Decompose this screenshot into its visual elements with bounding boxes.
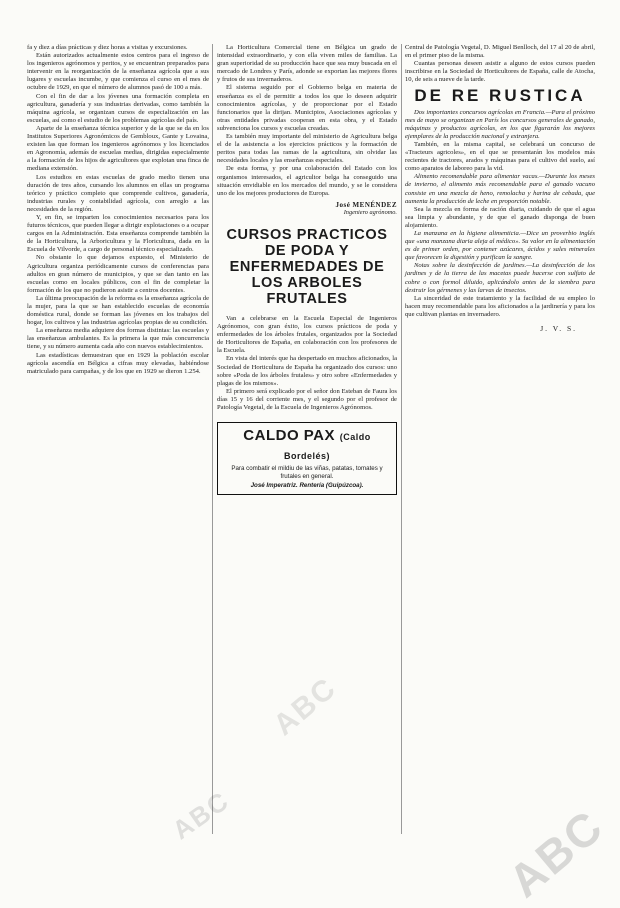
advertisement-box bbox=[217, 422, 397, 495]
article-initials: J. V. S. bbox=[540, 324, 577, 333]
paragraph: La manzana en la higiene alimenticia.—Dice un proverbio inglés que «una manzana diaria aleja al médico». Su valor en la alimentación es de primer orden, por contener azúcares, ácidos y sales minerales que favorecen la digestión y purifican la sangre. bbox=[405, 229, 595, 262]
abc-watermark: ABC bbox=[166, 784, 236, 846]
paragraph: Con el fin de dar a los jóvenes una formación completa en agricultura, ganadería y sus industrias derivadas, como también la máquina agrícola, se organizan cursos de especialización en las escuelas, así como el estudio de los problemas agrícolas del país. bbox=[27, 92, 209, 124]
author-name: José MENÉNDEZ bbox=[335, 200, 397, 209]
paragraph: Es también muy importante del ministerio de Agricultura belga el de la asistencia a los ejercicios prácticos y la formación de peritos para todas las ramas de la agricultura, sin olvidar las necesidades locales y las enseñanzas especiales. bbox=[217, 133, 397, 165]
ad-brand-sub: (Caldo Bordelés) bbox=[283, 432, 371, 462]
paragraph: La Horticultura Comercial tiene en Bélgica un grado de intensidad extraordinario, y con ella viven miles de familias. La gran superioridad de su producción hace que sea muy buscada en el mercado de Londres y París, adonde se exportan las mejores flores y frutos de sus invernaderos. bbox=[217, 44, 397, 84]
paragraph: El primero será explicado por el señor don Esteban de Faura los días 15 y 16 del corriente mes, y el segundo por el profesor de Patología Vegetal, de la Escuela de Ingenieros Agrónomos. bbox=[217, 387, 397, 411]
column-1 bbox=[27, 44, 209, 376]
article-headline: CURSOS PRACTICOS DE PODA Y ENFERMEDADES DE LOS ARBOLES FRUTALES bbox=[226, 226, 388, 307]
paragraph: En vista del interés que ha despertado en muchos aficionados, la Sociedad de Horticultura de España ha organizado dos cursos: uno sobre «Poda de los árboles frutales» y otro sobre «Enfermedades y plagas de los mismos». bbox=[217, 355, 397, 387]
paragraph: La enseñanza media adquiere dos formas distintas: las escuelas y las enseñanzas ambulantes. Es la primera la que más concurrencia tiene, y su número aumenta cada año con nuevos establecimientos. bbox=[27, 327, 209, 351]
column-2 bbox=[217, 44, 397, 495]
paragraph: Los estudios en estas escuelas de grado medio tienen una duración de tres años, cursando los alumnos en ellas un programa teórico y práctico completo que comprende cultivos, ganadería, industrias rurales y contabilidad agrícola, con arreglo a las necesidades de la región. bbox=[27, 173, 209, 213]
column-3 bbox=[405, 44, 595, 333]
paragraph: Cuantas personas deseen asistir a alguno de estos cursos pueden inscribirse en la Sociedad de Horticultores de España, calle de Atocha, 10, de seis a nueve de la tarde. bbox=[405, 60, 595, 84]
paragraph: Alimento recomendable para alimentar vacas.—Durante los meses de invierno, el alimento más recomendable para el ganado vacuno consiste en una mezcla de heno, remolacha y harina de cebada, que aumenta la producción de leche en proporción notable. bbox=[405, 173, 595, 205]
paragraph: Van a celebrarse en la Escuela Especial de Ingenieros Agrónomos, con gran éxito, los cursos prácticos de poda y enfermedades de los árboles frutales, organizados por la Sociedad de Horticultores de España, en colaboración con los profesores de la Escuela. bbox=[217, 314, 397, 355]
abc-watermark: ABC bbox=[498, 799, 614, 908]
paragraph: Están autorizados actualmente estos centros para el ingreso de los ingenieros agrónomos y peritos, y se encuentran preparados para intervenir en la reorganización de la enseñanza agrícola que a sus lugares y escuelas incumbe, y que comienza el curso en el mes de octubre de 1929, en que el número de alumnos pasó de 100 a más. bbox=[27, 52, 209, 92]
ad-text: Para combatir el mildiu de las viñas, patatas, tomates y frutales en general. bbox=[231, 465, 383, 480]
paragraph: No obstante lo que dejamos expuesto, el Ministerio de Agricultura organiza periódicamente cursos de conferencias para adultos en gran número de municipios, y que se dan tanto en las escuelas como en locales públicos, con el fin de completar la formación de los que no pudieron asistir a centros docentes. bbox=[27, 254, 209, 294]
paragraph: De esta forma, y por una colaboración del Estado con los organismos interesados, el agricultor belga ha conseguido una situación envidiable en los mercados del mundo, y se le considera uno de los mejores productores de Europa. bbox=[217, 165, 397, 197]
paragraph: Las estadísticas demuestran que en 1929 la población escolar agrícola ascendía en Bélgica a cifras muy elevadas, habiéndose matriculado para campañas, y de los que en 1929 se dieron 1.254. bbox=[27, 351, 209, 375]
paragraph: fa y diez a días prácticas y diez horas a visitas y excursiones. bbox=[27, 44, 188, 51]
section-title: DE RE RUSTICA bbox=[414, 86, 586, 106]
paragraph: La última preocupación de la reforma es la enseñanza agrícola de la mujer, para la que se han establecido escuelas de economía doméstica rural, donde se forman las jóvenes en los trabajos del hogar, los cultivos y las industrias agrícolas propias de su condición. bbox=[27, 294, 209, 327]
paragraph: La sinceridad de este tratamiento y la facilidad de su empleo lo hacen muy recomendable para los aficionados a la jardinería y para los que cultivan plantas en invernadero. bbox=[405, 294, 595, 318]
abc-watermark: ABC bbox=[267, 671, 343, 743]
paragraph: Aparte de la enseñanza técnica superior y de la que se da en los Institutos Superiores Agronómicos de Gembloux, Gante y Lovaina, existen las que forman los ingenieros agrónomos y los licenciados en Agronomía, además de escuelas medias, dirigidas especialmente a la formación de los hijos de agricultores que explotan una finca de mediana extensión. bbox=[27, 124, 209, 173]
paragraph: Dos importantes concursos agrícolas en Francia.—Para el próximo mes de mayo se organizan en París los concursos generales de ganado, máquinas y productos agrícolas, en los que figurarán los mejores ejemplares de la producción nacional y extranjera. bbox=[405, 108, 595, 140]
paragraph: Central de Patología Vegetal, D. Miguel Benlloch, del 17 al 20 de abril, en el primer piso de la misma. bbox=[405, 44, 595, 60]
ad-brand bbox=[223, 427, 391, 465]
article-signature bbox=[217, 201, 397, 217]
paragraph: Notas sobre la desinfección de jardines.—La desinfección de los jardines y de la tierra de las macetas puede hacerse con sulfato de cobre o con formol diluido, aplicándolo antes de la siembra para destruir los gérmenes y las larvas de insectos. bbox=[405, 262, 595, 294]
paragraph: Y, en fin, se imparten los conocimientos necesarios para los futuros técnicos, que pueden llegar a dirigir explotaciones o a ocupar cargos en la Administración. Esta enseñanza comprende también la de la Horticultura, la Arboricultura y la Floricultura, dada en la Escuela de Vilvorde, a cargo de personal técnico especializado. bbox=[27, 213, 209, 254]
column-divider bbox=[212, 44, 213, 834]
ad-brand-name: CALDO PAX bbox=[243, 427, 336, 445]
ad-maker: José Imperatriz. Rentería (Guipúzcoa). bbox=[250, 482, 364, 490]
author-role: Ingeniero agrónomo. bbox=[343, 208, 397, 216]
column-divider bbox=[401, 44, 402, 834]
paragraph: También, en la misma capital, se celebrará un concurso de «Tracteurs agricoles», en el que se presentarán los modelos más recientes de tractores, arados y máquinas para el cultivo del suelo, así como aparatos de laboreo para la vid. bbox=[405, 140, 595, 173]
paragraph: Sea la mezcla en forma de ración diaria, cuidando de que el agua sea limpia y abundante, y de que el ganado disponga de buen alojamiento. bbox=[405, 205, 595, 229]
paragraph: El sistema seguido por el Gobierno belga en materia de enseñanza es el de permitir a todos los que lo deseen adquirir conocimientos agrícolas, y de proporcionar por el Estado funcionarios que la dirijan. Municipios, Asociaciones agrícolas y otras entidades privadas cooperan en esta obra, y el Estado subvenciona los cursos y escuelas creadas. bbox=[217, 84, 397, 132]
